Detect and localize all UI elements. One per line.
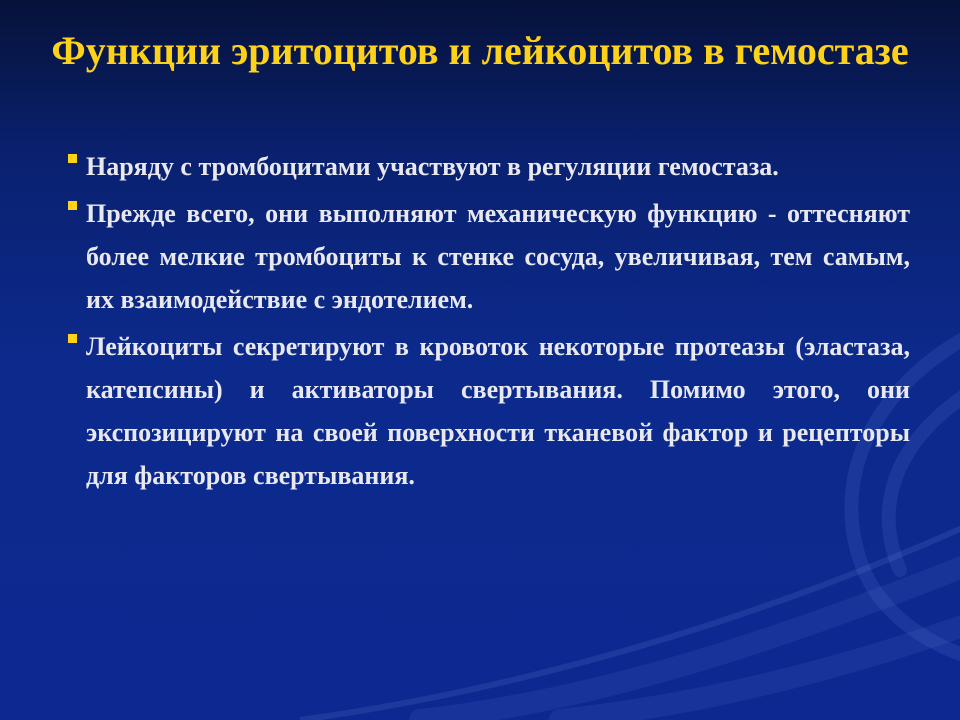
bullet-text: Прежде всего, они выполняют механическую функцию - оттесняют более мелкие тромбоциты к стенке сосуда, увеличивая, тем самым, их взаимодействие с эндотелием. xyxy=(86,199,910,314)
slide-title: Функции эритоцитов и лейкоцитов в гемостазе xyxy=(51,28,909,73)
square-bullet-icon xyxy=(68,201,77,210)
square-bullet-icon xyxy=(68,154,77,163)
bullet-text: Лейкоциты секретируют в кровоток некоторые протеазы (эластаза, катепсины) и активаторы свертывания. Помимо этого, они экспозицируют на своей поверхности тканевой фактор и рецепторы для факторов свертывания. xyxy=(86,332,910,490)
bullet-list xyxy=(68,145,910,501)
bullet-item xyxy=(68,325,910,497)
square-bullet-icon xyxy=(68,334,77,343)
bullet-item xyxy=(68,192,910,321)
bullet-item xyxy=(68,145,910,188)
bullet-text: Наряду с тромбоцитами участвуют в регуляции гемостаза. xyxy=(86,152,779,181)
